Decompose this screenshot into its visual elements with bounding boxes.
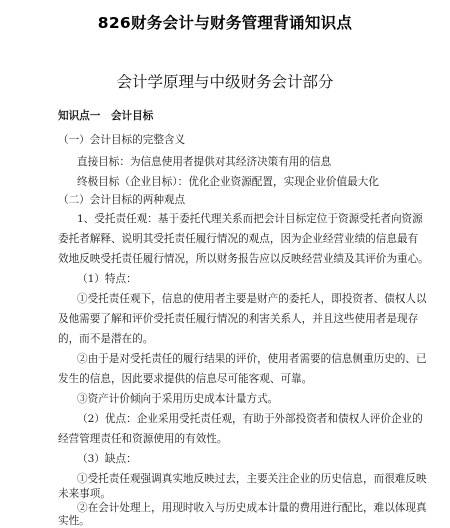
paragraph-line: 的，而不是潜在的。 (58, 333, 154, 345)
paragraph-line: ①受托责任观强调真实地反映过去，主要关注企业的历史信息，而很难反映 (77, 473, 427, 485)
paragraph-line: ②在会计处理上，用现时收入与历史成本计量的费用进行配比，难以体现真 (77, 502, 427, 514)
subsection-heading: （一）会计目标的完整含义 (58, 134, 186, 146)
paragraph-line: 实性。 (58, 515, 90, 527)
paragraph-line: 终极目标（企业目标）：优化企业资源配置，实现企业价值最大化 (77, 176, 379, 188)
paragraph-line: 未来事项。 (58, 488, 111, 500)
paragraph-line: 及他需要了解和评价受托责任履行情况的利害关系人，并且这些使用者是现存 (58, 313, 419, 325)
paragraph-line: （2）优点：企业采用受托责任观，有助于外部投资者和债权人评价企业的 (77, 413, 423, 425)
paragraph-line: 发生的信息，因此要求提供的信息尽可能客观、可靠。 (58, 373, 313, 385)
paragraph-line: ③资产计价倾向于采用历史成本计量方式。 (77, 393, 279, 405)
list-heading: （1）特点： (77, 273, 137, 285)
document-title: 826财务会计与财务管理背诵知识点 (97, 14, 353, 32)
subsection-heading: （二）会计目标的两种观点 (58, 194, 186, 206)
paragraph-line: 直接目标：为信息使用者提供对其经济决策有用的信息 (77, 156, 332, 168)
paragraph-line: 1、受托责任观：基于委托代理关系而把会计目标定位于资源受托者向资源 (77, 213, 423, 225)
list-heading: （3）缺点： (77, 453, 137, 465)
paragraph-line: 效地反映受托责任履行情况，所以财务报告应以反映经营业绩及其评价为重心。 (58, 253, 429, 265)
paragraph-line: 委托者解释、说明其受托责任履行情况的观点，因为企业经营业绩的信息最有 (58, 233, 419, 245)
section-title: 会计学原理与中级财务会计部分 (116, 73, 334, 91)
knowledge-point-heading: 知识点一 会计目标 (58, 110, 154, 122)
paragraph-line: 经营管理责任和资源使用的有效性。 (58, 433, 228, 445)
paragraph-line: ①受托责任观下，信息的使用者主要是财产的委托人，即投资者、债权人以 (77, 293, 427, 305)
paragraph-line: ②由于是对受托责任的履行结果的评价，使用者需要的信息侧重历史的、已 (77, 353, 427, 365)
